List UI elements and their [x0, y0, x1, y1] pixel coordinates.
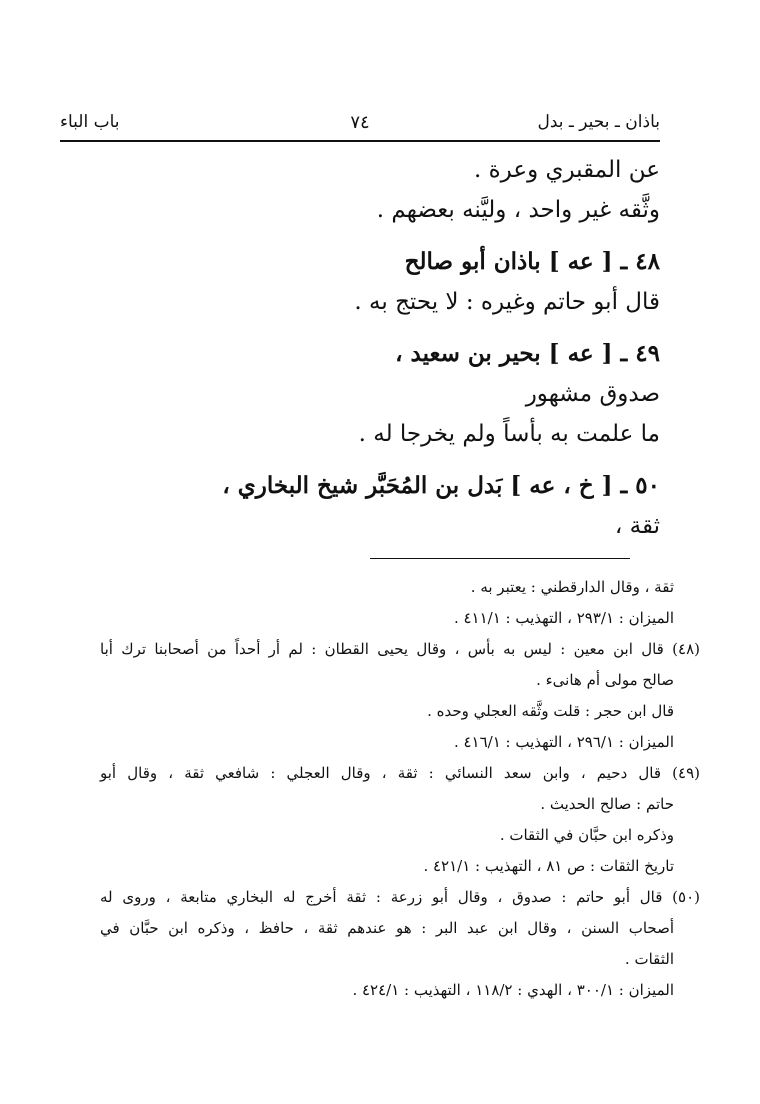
- footnote-line: (٤٨) قال ابن معين : ليس به بأس ، وقال يحيى القطان : لم أر أحداً من أصحابنا ترك أبا: [100, 640, 700, 658]
- main-line: قال أبو حاتم وغيره : لا يحتج به .: [354, 289, 660, 315]
- entry-heading-49: ٤٩ ـ [ عه ] بحير بن سعيد ،: [395, 340, 660, 367]
- header-section-title: باذان ـ بحير ـ بدل: [537, 112, 660, 132]
- footnote-line: الميزان : ٢٩٦/١ ، التهذيب : ٤١٦/١ .: [453, 733, 674, 751]
- entry-heading-48: ٤٨ ـ [ عه ] باذان أبو صالح: [404, 248, 660, 275]
- footnote-line: تاريخ الثقات : ص ٨١ ، التهذيب : ٤٢١/١ .: [423, 857, 674, 875]
- main-line: ثقة ،: [614, 513, 660, 539]
- main-line: عن المقبري وعرة .: [473, 157, 660, 183]
- footnote-line: الميزان : ٢٩٣/١ ، التهذيب : ٤١١/١ .: [453, 609, 674, 627]
- footnote-line: وذكره ابن حبَّان في الثقات .: [499, 826, 674, 844]
- header-chapter-title: باب الباء: [60, 112, 120, 132]
- footnote-rule: [370, 558, 630, 559]
- footnote-line: الميزان : ٣٠٠/١ ، الهدي : ١١٨/٢ ، التهذيب : ٤٢٤/١ .: [352, 981, 674, 999]
- page-number: ٧٤: [350, 112, 370, 133]
- footnote-line: ثقة ، وقال الدارقطني : يعتبر به .: [470, 578, 674, 596]
- footnotes: [100, 572, 700, 1006]
- footnote-line: صالح مولى أم هانىء .: [536, 671, 674, 689]
- footnote-line: (٤٩) قال دحيم ، وابن سعد النسائي : ثقة ، وقال العجلي : شافعي ثقة ، وقال أبو: [100, 764, 700, 782]
- footnote-line: (٥٠) قال أبو حاتم : صدوق ، وقال أبو زرعة : ثقة أخرج له البخاري متابعة ، وروى له: [100, 888, 700, 906]
- header-rule: [60, 140, 660, 142]
- main-line: ما علمت به بأساً ولم يخرجا له .: [358, 421, 660, 447]
- running-header: [60, 112, 660, 142]
- main-line: صدوق مشهور: [525, 381, 660, 407]
- footnote-line: قال ابن حجر : قلت وثَّقه العجلي وحده .: [427, 702, 674, 720]
- main-text: [140, 150, 660, 546]
- footnote-line: أصحاب السنن ، وقال ابن عبد البر : هو عندهم ثقة ، حافظ ، وذكره ابن حبَّان في: [100, 919, 674, 937]
- footnote-line: الثقات .: [624, 950, 674, 968]
- footnote-line: حاتم : صالح الحديث .: [540, 795, 674, 813]
- entry-heading-50: ٥٠ ـ [ خ ، عه ] بَدل بن المُحَبَّر شيخ البخاري ،: [222, 472, 660, 499]
- main-line: وثَّقه غير واحد ، وليَّنه بعضهم .: [376, 197, 660, 223]
